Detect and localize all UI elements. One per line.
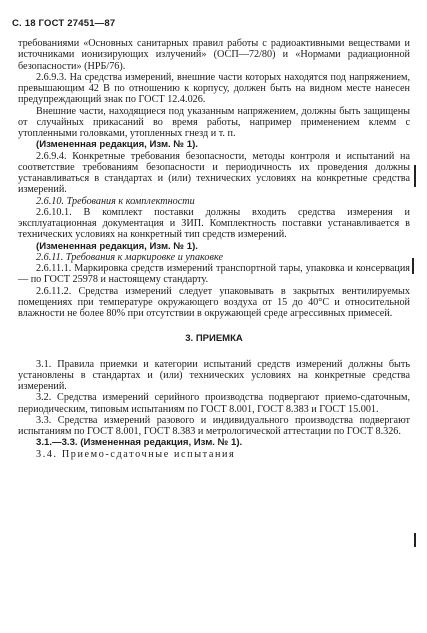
paragraph-2-6-9-3: 2.6.9.3. На средства измерений, внешние части которых находятся под напряжением, превышающим 42 В по отношению к корпусу, должен быть на видном месте нанесен предупреждающий знак по ГОСТ 12.4.026. (18, 71, 410, 106)
paragraph-radiation-requirements: требованиями «Основных санитарных правил работы с радиоактивными веществами и источниками ионизирующих излучений» (ОСП—72/80) и «Нормами радиационной безопасности» (НРБ/76). (18, 38, 410, 72)
amendment-note: 3.1.—3.3. (Измененная редакция, Изм. № 1). (36, 437, 243, 449)
amendment-note: (Измененная редакция, Изм. № 1). (36, 240, 198, 252)
paragraph-2-6-11-1: 2.6.11.1. Маркировка средств измерений транспортной тары, упаковка и консервация — по ГОСТ 25978 и настоящему стандарту. (18, 263, 410, 286)
paragraph-3-4: 3.4. Приемо-сдаточные испытания (36, 448, 236, 460)
margin-change-bar (414, 533, 416, 547)
paragraph-3-2: 3.2. Средства измерений серийного производства подвергают приемо-сдаточным, периодическим, типовым испытаниям по ГОСТ 8.001, ГОСТ 8.383 и ГОСТ 15.001. (18, 392, 410, 415)
paragraph-external-parts: Внешние части, находящиеся под указанным напряжением, должны быть защищены от случайных прикасаний во время работы, например применением клемм с утопленными головками, утопленных гнезд и т. п. (18, 105, 410, 139)
page-header: С. 18 ГОСТ 27451—87 (12, 18, 116, 29)
margin-change-bar (412, 258, 414, 274)
section-title-acceptance: 3. ПРИЕМКА (185, 333, 243, 345)
subsection-title-marking: 2.6.11. Требования к маркировке и упаковке (36, 251, 223, 263)
subsection-title-completeness: 2.6.10. Требования к комплектности (36, 195, 195, 207)
paragraph-2-6-11-2: 2.6.11.2. Средства измерений следует упаковывать в закрытых вентилируемых помещениях при температуре окружающего воздуха от 15 до 40°С и относительной влажности не более 80% при отсутствии в окружающей среде агрессивных примесей. (18, 285, 410, 319)
paragraph-2-6-10-1: 2.6.10.1. В комплект поставки должны входить средства измерения и эксплуатационная документация и ЗИП. Комплектность поставки устанавливается в технических условиях на конкретный тип средств измерений. (18, 206, 410, 241)
margin-change-bar (414, 165, 416, 187)
paragraph-3-1: 3.1. Правила приемки и категории испытаний средств измерений должны быть установлены в стандартах и (или) технических условиях на конкретные средства измерений. (18, 358, 410, 392)
document-body (18, 38, 410, 460)
paragraph-3-3: 3.3. Средства измерений разового и индивидуального производства подвергают испытаниям по ГОСТ 8.001, ГОСТ 8.383 и метрологической аттестации по ГОСТ 8.326. (18, 414, 410, 437)
amendment-note: (Измененная редакция, Изм. № 1). (36, 139, 198, 151)
paragraph-2-6-9-4: 2.6.9.4. Конкретные требования безопасности, методы контроля и испытаний на соответствие требованиям безопасности и периодичность их проведения должны устанавливаться в стандартах и (или) технических условиях на конкретные средства измерений. (18, 150, 410, 196)
